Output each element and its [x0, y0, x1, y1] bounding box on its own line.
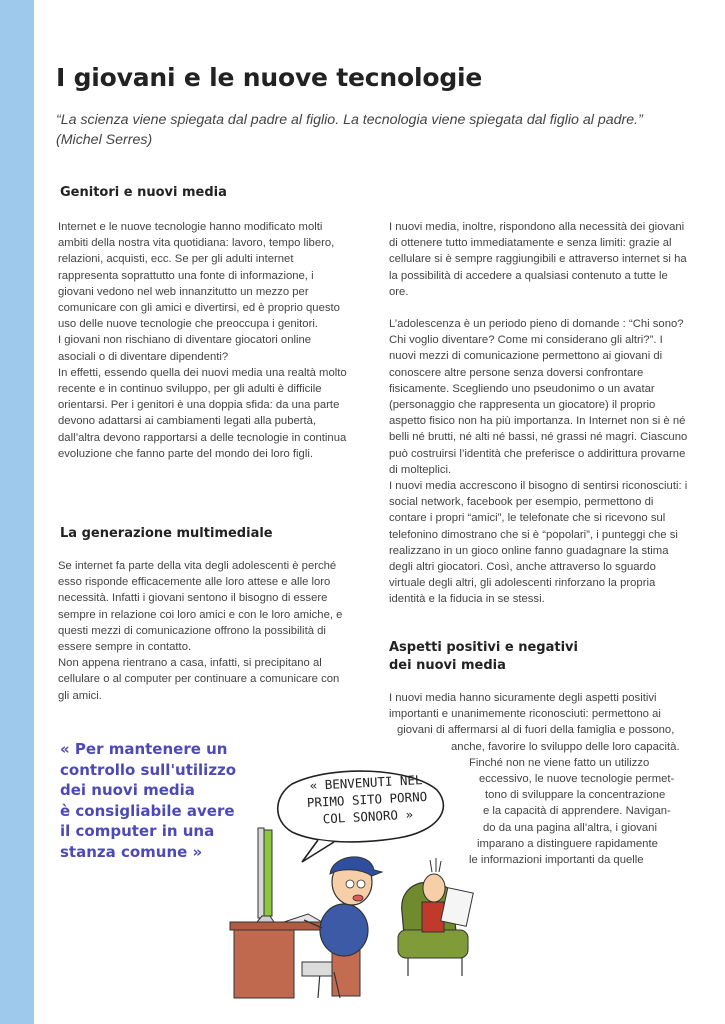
- aspetti-line: le informazioni importanti da quelle: [469, 854, 644, 867]
- pull-quote-line: controllo sull'utilizzo: [60, 760, 237, 779]
- heading-aspetti-line-2: dei nuovi media: [389, 658, 506, 673]
- aspetti-line: e la capacità di apprendere. Navigan-: [483, 805, 671, 818]
- genitori-paragraph-2: I giovani non rischiano di diventare giocatori online asociali o di diventare dipendenti?: [58, 334, 312, 363]
- pull-quote-line: il computer in una: [60, 822, 215, 840]
- generazione-text: [58, 558, 350, 704]
- heading-aspetti-line-1: Aspetti positivi e negativi: [389, 640, 578, 655]
- right-paragraph-1: I nuovi media, inoltre, rispondono alla necessità dei giovani di ottenere tutto immediatamente e senza limiti: grazie al cellulare si è sempre raggiungibili e attraverso internet si ha la possibilità di accedere a qualsiasi contenuto a tutte le ore.: [389, 221, 687, 298]
- speech-bubble-tail: [302, 840, 334, 862]
- epigraph: [56, 110, 696, 150]
- heading-genitori: Genitori e nuovi media: [60, 185, 227, 200]
- genitori-paragraph-3: In effetti, essendo quella dei nuovi media una realtà molto recente e in continuo sviluppo, per gli adulti è difficile orientarsi. Per i genitori è una doppia sfida: da una parte devono adattarsi ai cambiamenti legati alla pubertà, dall’altra devono rapportarsi a delle tecnologie in continua evoluzione che fanno parte del mondo dei loro figli.: [58, 366, 347, 460]
- epigraph-author: (Michel Serres): [56, 132, 153, 148]
- bubble-line: « BENVENUTI NEL: [309, 772, 423, 793]
- desk-icon: [230, 914, 322, 998]
- aspetti-line: imparano a distinguere rapidamente: [477, 837, 658, 850]
- side-bar: [0, 0, 34, 1024]
- adult-reading-figure-icon: [398, 858, 473, 976]
- heading-aspetti: [389, 639, 578, 675]
- genitori-paragraph-1: Internet e le nuove tecnologie hanno modificato molti ambiti della nostra vita quotidiana: lavoro, tempo libero, relazioni, acquisti, ecc. Se per gli adulti internet rappresenta soprattutto una fonte di informazione, i giovani vedono nel web innanzitutto un mezzo per comunicare con gli amici e divertirsi, ed è proprio questo uso delle nuove tecnologie che preoccupa i genitori.: [58, 221, 340, 331]
- page-title: I giovani e le nuove tecnologie: [56, 63, 483, 92]
- epigraph-text: “La scienza viene spiegata dal padre al figlio. La tecnologia viene spiegata dal figlio al padre.”: [56, 112, 643, 128]
- aspetti-line: importanti e unanimemente riconosciuti: permettono ai: [389, 708, 661, 721]
- right-column-text: [389, 219, 689, 608]
- genitori-text: [58, 219, 350, 462]
- generazione-paragraph-1: Se internet fa parte della vita degli adolescenti è perché esso risponde efficacemente alle loro attese e alle loro necessità. Infatti i giovani sentono il bisogno di essere sempre in relazione coi loro amici e con le loro amiche, e questi mezzi di comunicazione offrono la possibilità di essere sempre in contatto.: [58, 560, 343, 654]
- right-paragraph-3: I nuovi media accrescono il bisogno di sentirsi riconosciuti: i social network, facebook per esempio, permettono di contare i propri “amici”, le telefonate che si ricevono sul telefonino dimostrano che si è “popolari”, i punteggi che si realizzano in un gioco online fanno guadagnare la stima degli altri giocatori. Così, anche attraverso lo sguardo virtuale degli altri, gli adolescenti rinforzano la propria identità e la fiducia in se stessi.: [389, 480, 688, 606]
- aspetti-line: Finché non ne viene fatto un utilizzo: [469, 756, 650, 769]
- pull-quote-line: è consigliabile avere: [60, 801, 235, 820]
- computer-monitor-icon: [252, 828, 278, 928]
- pull-quote-line: dei nuovi media: [60, 781, 195, 799]
- aspetti-line: tono di sviluppare la concentrazione: [485, 789, 666, 802]
- bubble-line: PRIMO SITO PORNO: [306, 788, 428, 811]
- heading-generazione: La generazione multimediale: [60, 526, 273, 541]
- bubble-line: COL SONORO »: [322, 806, 414, 827]
- right-paragraph-2: L’adolescenza è un periodo pieno di domande : “Chi sono? Chi voglio diventare? Come mi considerano gli altri?”. I nuovi mezzi di comunicazione permettono ai giovani di conoscere altre persone senza doversi confrontare fisicamente. Scegliendo uno pseudonimo o un avatar (personaggio che rappresenta un giocatore) il proprio aspetto fisico non ha più importanza. In Internet non si è né belli né brutti, né alti né bassi, né grassi né magri. Ciascuno può costruirsi l’identità che preferisce o addirittura provarne di molteplici.: [389, 318, 688, 476]
- aspetti-line: eccessivo, le nuove tecnologie permet-: [479, 773, 675, 786]
- aspetti-line: giovani di affermarsi al di fuori della famiglia e possono,: [397, 724, 675, 737]
- aspetti-line: I nuovi media hanno sicuramente degli aspetti positivi: [389, 692, 657, 704]
- generazione-paragraph-2: Non appena rientrano a casa, infatti, si precipitano al cellulare o al computer per continuare a comunicare con gli amici.: [58, 657, 340, 702]
- aspetti-line: anche, favorire lo sviluppo delle loro capacità.: [451, 740, 680, 753]
- pull-quote-line: stanza comune »: [60, 842, 203, 861]
- pull-quote-line: « Per mantenere un: [60, 740, 228, 758]
- aspetti-line: do da una pagina all’altra, i giovani: [483, 821, 657, 834]
- speech-bubble-text: [291, 770, 443, 829]
